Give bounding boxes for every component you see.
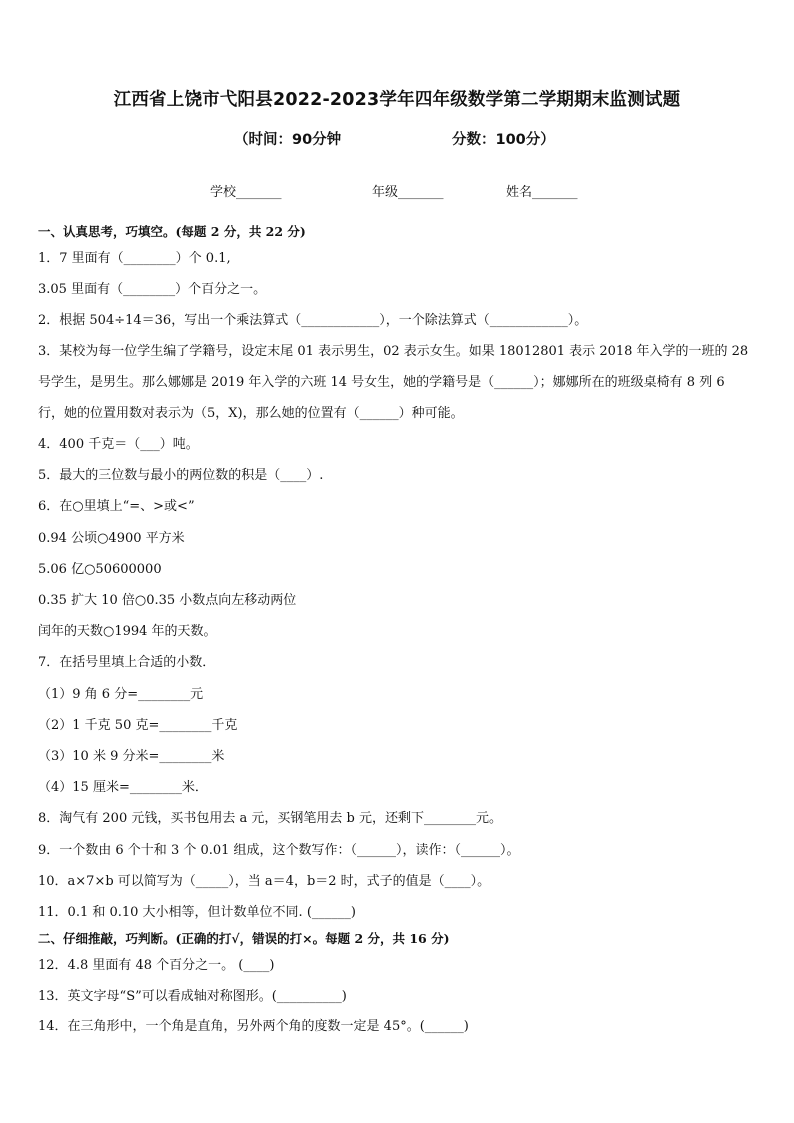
- question-line: 7．在括号里填上合适的小数．: [38, 655, 216, 670]
- question-line: （2）1 千克 50 克=________千克: [38, 718, 238, 733]
- question-line: 10．a×7×b 可以简写为（_____），当 a＝4，b＝2 时，式子的值是（____）。: [38, 874, 491, 889]
- question-line: 5.06 亿○50600000: [38, 562, 162, 577]
- question-line: 14．在三角形中，一个角是直角，另外两个角的度数一定是 45°。(______): [38, 1019, 469, 1034]
- exam-title: 江西省上饶市弋阳县2022-2023学年四年级数学第二学期期末监测试题: [113, 90, 681, 110]
- question-line: 6．在○里填上“=、>或<”: [38, 499, 195, 514]
- question-line: 12．4.8 里面有 48 个百分之一。 (____): [38, 958, 275, 973]
- question-line: 9．一个数由 6 个十和 3 个 0.01 组成，这个数写作：（______），读作：（______）。: [38, 843, 520, 858]
- question-line: 8．淘气有 200 元钱，买书包用去 a 元，买钢笔用去 b 元，还剩下________元。: [38, 811, 502, 826]
- question-line: （4）15 厘米=________米．: [38, 780, 208, 795]
- time-label: （时间：90分钟: [234, 132, 342, 148]
- grade-field: 年级_______: [372, 185, 444, 200]
- question-line: 1．7 里面有（________）个 0.1,: [38, 251, 231, 266]
- question-line: 2．根据 504÷14＝36，写出一个乘法算式（____________），一个除法算式（____________）。: [38, 313, 588, 328]
- question-line: （3）10 米 9 分米=________米: [38, 749, 225, 764]
- name-field: 姓名_______: [506, 185, 578, 200]
- question-line: 3.05 里面有（________）个百分之一。: [38, 282, 267, 297]
- question-line: 号学生，是男生。那么娜娜是 2019 年入学的六班 14 号女生，她的学籍号是（______）；娜娜所在的班级桌椅有 8 列 6: [38, 375, 725, 390]
- question-line: 5．最大的三位数与最小的两位数的积是（____）.: [38, 468, 324, 483]
- question-line: （1）9 角 6 分=________元: [38, 687, 204, 702]
- school-field: 学校_______: [210, 185, 282, 200]
- section-heading-2: 二、仔细推敲，巧判断。(正确的打√，错误的打×。每题 2 分，共 16 分): [38, 931, 450, 946]
- question-line: 13．英文字母“S”可以看成轴对称图形。(__________): [38, 989, 347, 1004]
- question-line: 0.35 扩大 10 倍○0.35 小数点向左移动两位: [38, 593, 297, 608]
- question-line: 行，她的位置用数对表示为（5，X)，那么她的位置有（______）种可能。: [38, 406, 464, 421]
- section-heading-1: 一、认真思考，巧填空。(每题 2 分，共 22 分): [38, 224, 306, 239]
- question-line: 闰年的天数○1994 年的天数。: [38, 624, 217, 639]
- question-line: 0.94 公顷○4900 平方米: [38, 531, 185, 546]
- score-label: 分数：100分）: [452, 132, 555, 148]
- question-line: 4．400 千克＝（___）吨。: [38, 437, 199, 452]
- question-line: 3．某校为每一位学生编了学籍号，设定末尾 01 表示男生，02 表示女生。如果 18012801 表示 2018 年入学的一班的 28: [38, 344, 749, 359]
- question-line: 11．0.1 和 0.10 大小相等，但计数单位不同. (______): [38, 905, 356, 920]
